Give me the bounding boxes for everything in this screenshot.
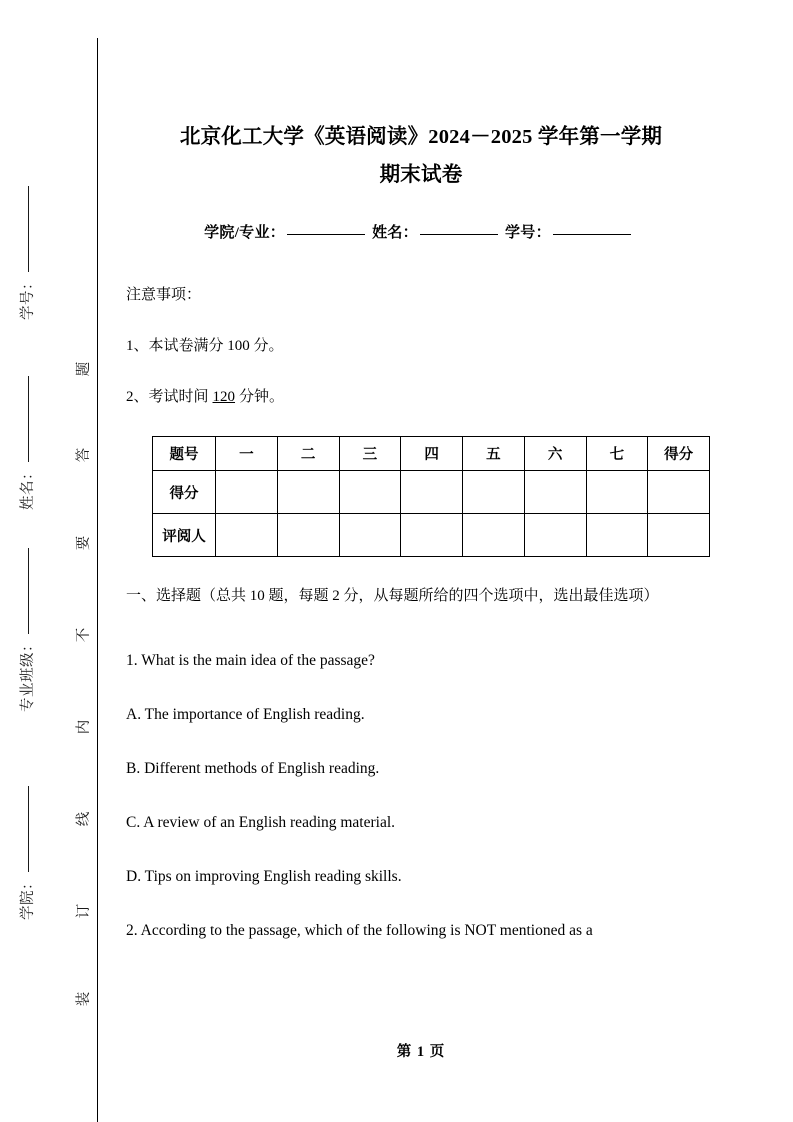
- binding-vertical-rule: [97, 38, 98, 1122]
- notice-item-2-prefix: 2、考试时间: [126, 389, 209, 405]
- page-title: [126, 0, 716, 194]
- binding-field-label: 学号：: [20, 275, 36, 320]
- binding-glyph: 线: [76, 811, 92, 827]
- exam-page-body: [126, 0, 716, 1122]
- marker-cell[interactable]: [277, 514, 339, 557]
- name-label: 姓名：: [372, 225, 418, 241]
- name-field[interactable]: [420, 234, 498, 235]
- binding-field-label: 专业班级：: [20, 637, 36, 712]
- binding-glyph: 订: [76, 903, 92, 919]
- binding-field-label: 学院：: [20, 875, 36, 920]
- student-id-field[interactable]: [553, 234, 631, 235]
- binding-field-blank: [28, 186, 29, 272]
- notice-heading: 注意事项：: [126, 287, 202, 303]
- score-table-header-cell: 三: [339, 437, 401, 471]
- binding-glyph: 装: [76, 991, 92, 1007]
- student-id-label: 学号：: [504, 225, 551, 241]
- score-cell[interactable]: [524, 471, 586, 514]
- marker-cell[interactable]: [524, 514, 586, 557]
- table-row-header: [153, 437, 710, 471]
- score-table-header-cell: 六: [524, 437, 586, 471]
- question-option[interactable]: A. The importance of English reading.: [126, 706, 365, 723]
- table-row: [153, 471, 710, 514]
- score-cell[interactable]: [216, 471, 278, 514]
- section-heading: 一、选择题（总共 10 题，每题 2 分，从每题所给的四个选项中，选出最佳选项）: [126, 588, 659, 604]
- page-title-line-2: 期末试卷: [379, 164, 463, 186]
- question-option[interactable]: B. Different methods of English reading.: [126, 760, 380, 777]
- binding-field-blank: [28, 786, 29, 872]
- score-table-header-cell: 得分: [648, 437, 710, 471]
- table-row: [153, 514, 710, 557]
- question-option[interactable]: D. Tips on improving English reading skills.: [126, 868, 402, 885]
- binding-field-student-id: [16, 110, 37, 320]
- student-info-row: [126, 221, 716, 242]
- score-table: [152, 436, 710, 557]
- marker-row-label: 评阅人: [153, 514, 216, 557]
- question-stem: 2. According to the passage, which of the following is NOT mentioned as a: [126, 922, 593, 939]
- score-cell[interactable]: [277, 471, 339, 514]
- binding-field-label: 姓名：: [20, 465, 36, 510]
- binding-field-name: [16, 300, 37, 510]
- binding-glyph: 要: [76, 535, 92, 551]
- marker-cell[interactable]: [216, 514, 278, 557]
- binding-field-department: [16, 710, 37, 920]
- notice-item-2: [126, 372, 716, 423]
- page-title-line-1: 北京化工大学《英语阅读》2024－2025 学年第一学期: [179, 126, 663, 148]
- binding-field-blank: [28, 376, 29, 462]
- notice-block: [126, 270, 716, 423]
- score-cell[interactable]: [586, 471, 648, 514]
- marker-cell[interactable]: [339, 514, 401, 557]
- binding-glyph: 答: [76, 447, 92, 463]
- score-cell[interactable]: [339, 471, 401, 514]
- binding-glyph: 内: [76, 719, 92, 735]
- score-table-header-cell: 七: [586, 437, 648, 471]
- notice-item-2-suffix: 分钟。: [239, 389, 285, 405]
- question-stem: 1. What is the main idea of the passage?: [126, 652, 375, 669]
- question-option[interactable]: C. A review of an English reading material.: [126, 814, 396, 831]
- score-table-header-cell: 题号: [153, 437, 216, 471]
- score-table-header-cell: 一: [216, 437, 278, 471]
- binding-margin: [0, 0, 98, 1122]
- score-table-header-cell: 五: [463, 437, 525, 471]
- marker-cell[interactable]: [401, 514, 463, 557]
- score-cell[interactable]: [401, 471, 463, 514]
- binding-field-blank: [28, 548, 29, 634]
- department-field[interactable]: [287, 234, 365, 235]
- binding-glyph: 题: [76, 361, 92, 377]
- score-table-header-cell: 二: [277, 437, 339, 471]
- marker-cell[interactable]: [586, 514, 648, 557]
- binding-field-class: [16, 502, 37, 712]
- exam-duration-value: 120: [212, 389, 236, 405]
- department-label: 学院/专业：: [204, 225, 286, 241]
- score-table-header-cell: 四: [401, 437, 463, 471]
- page-footer: 第 1 页: [396, 1044, 446, 1060]
- binding-glyph: 不: [76, 627, 92, 643]
- marker-cell[interactable]: [463, 514, 525, 557]
- notice-item-1: 1、本试卷满分 100 分。: [126, 338, 284, 354]
- score-cell[interactable]: [463, 471, 525, 514]
- score-cell[interactable]: [648, 471, 710, 514]
- marker-cell[interactable]: [648, 514, 710, 557]
- score-row-label: 得分: [153, 471, 216, 514]
